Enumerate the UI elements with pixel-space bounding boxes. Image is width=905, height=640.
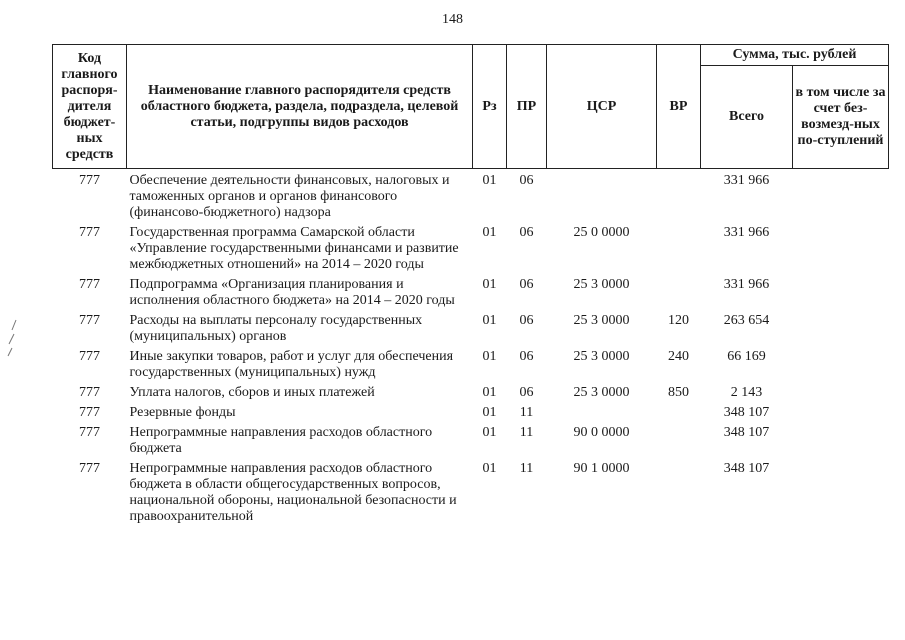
row-rz: 01 [482, 385, 497, 400]
table-row [53, 457, 889, 525]
row-code: 777 [79, 349, 100, 364]
row-pr: 06 [519, 173, 534, 188]
row-csr: 25 3 0000 [573, 349, 630, 364]
header-sum-group: Сумма, тыс. рублей [701, 45, 889, 66]
row-vr: 850 [668, 385, 689, 400]
row-vr: 240 [668, 349, 689, 364]
table-row [53, 421, 889, 457]
margin-pencil-mark [6, 318, 20, 358]
row-csr: 25 0 0000 [573, 225, 630, 240]
header-total: Всего [701, 66, 793, 169]
row-code: 777 [79, 385, 100, 400]
row-vr: 120 [668, 313, 689, 328]
row-rz: 01 [482, 225, 497, 240]
row-csr: 90 1 0000 [573, 461, 630, 476]
row-csr: 90 0 0000 [573, 425, 630, 440]
header-extra: в том числе за счет без-возмезд-ных по-ступлений [793, 66, 889, 169]
row-rz: 01 [482, 173, 497, 188]
table-row [53, 309, 889, 345]
row-name: Уплата налогов, сборов и иных платежей [129, 385, 375, 400]
row-rz: 01 [482, 405, 497, 420]
header-name: Наименование главного распорядителя средств областного бюджета, раздела, подраздела, целевой статьи, подгруппы видов расходов [127, 45, 473, 169]
header-code: Код главного распоря-дителя бюджет-ных средств [53, 45, 127, 169]
row-vr [657, 221, 701, 273]
row-code: 777 [79, 277, 100, 292]
row-extra [793, 421, 889, 457]
row-csr [547, 401, 657, 421]
table-row [53, 273, 889, 309]
row-code: 777 [79, 461, 100, 476]
row-extra [793, 401, 889, 421]
row-pr: 06 [519, 225, 534, 240]
row-pr: 11 [519, 425, 534, 440]
row-csr: 25 3 0000 [573, 277, 630, 292]
row-name: Непрограммные направления расходов областного бюджета в области общегосударственных вопросов, национальной обороны, национальной безопасности и правоохранительной [129, 461, 457, 524]
row-extra [793, 309, 889, 345]
budget-table [52, 44, 889, 525]
page-number: 148 [442, 12, 463, 27]
row-total: 331 966 [723, 277, 770, 292]
header-csr: ЦСР [547, 45, 657, 169]
row-vr [657, 169, 701, 222]
row-total: 66 169 [727, 349, 766, 364]
row-name: Обеспечение деятельности финансовых, налоговых и таможенных органов и органов финансового (финансово-бюджетного) надзора [129, 173, 450, 220]
row-vr [657, 273, 701, 309]
row-rz: 01 [482, 425, 497, 440]
table-row [53, 221, 889, 273]
row-rz: 01 [482, 313, 497, 328]
row-extra [793, 345, 889, 381]
row-pr: 11 [519, 405, 534, 420]
row-extra [793, 381, 889, 401]
row-total: 348 107 [723, 461, 770, 476]
row-total: 331 966 [723, 225, 770, 240]
row-vr [657, 401, 701, 421]
row-pr: 06 [519, 349, 534, 364]
row-pr: 11 [519, 461, 534, 476]
row-code: 777 [79, 313, 100, 328]
row-code: 777 [79, 405, 100, 420]
table-row [53, 345, 889, 381]
row-total: 263 654 [723, 313, 770, 328]
row-code: 777 [79, 225, 100, 240]
table-row [53, 169, 889, 222]
row-csr [547, 169, 657, 222]
row-pr: 06 [519, 385, 534, 400]
row-rz: 01 [482, 277, 497, 292]
row-extra [793, 221, 889, 273]
header-vr: ВР [657, 45, 701, 169]
row-total: 2 143 [730, 385, 763, 400]
row-code: 777 [79, 425, 100, 440]
row-extra [793, 273, 889, 309]
row-vr [657, 457, 701, 525]
row-name: Государственная программа Самарской области «Управление государственными финансами и развитие межбюджетных отношений» на 2014 – 2020 годы [129, 225, 459, 272]
table-row [53, 381, 889, 401]
header-rz: Рз [473, 45, 507, 169]
row-total: 331 966 [723, 173, 770, 188]
table-body [53, 169, 889, 526]
header-pr: ПР [507, 45, 547, 169]
row-name: Иные закупки товаров, работ и услуг для обеспечения государственных (муниципальных) нужд [129, 349, 454, 380]
row-vr [657, 421, 701, 457]
row-name: Непрограммные направления расходов областного бюджета [129, 425, 433, 456]
row-extra [793, 457, 889, 525]
row-name: Резервные фонды [129, 405, 236, 420]
table-row [53, 401, 889, 421]
row-total: 348 107 [723, 405, 770, 420]
row-total: 348 107 [723, 425, 770, 440]
row-rz: 01 [482, 349, 497, 364]
row-name: Подпрограмма «Организация планирования и исполнения областного бюджета» на 2014 – 2020 годы [129, 277, 455, 308]
table-header [53, 45, 889, 169]
row-csr: 25 3 0000 [573, 313, 630, 328]
row-code: 777 [79, 173, 100, 188]
row-extra [793, 169, 889, 222]
row-pr: 06 [519, 277, 534, 292]
row-name: Расходы на выплаты персоналу государственных (муниципальных) органов [129, 313, 423, 344]
row-rz: 01 [482, 461, 497, 476]
row-csr: 25 3 0000 [573, 385, 630, 400]
row-pr: 06 [519, 313, 534, 328]
